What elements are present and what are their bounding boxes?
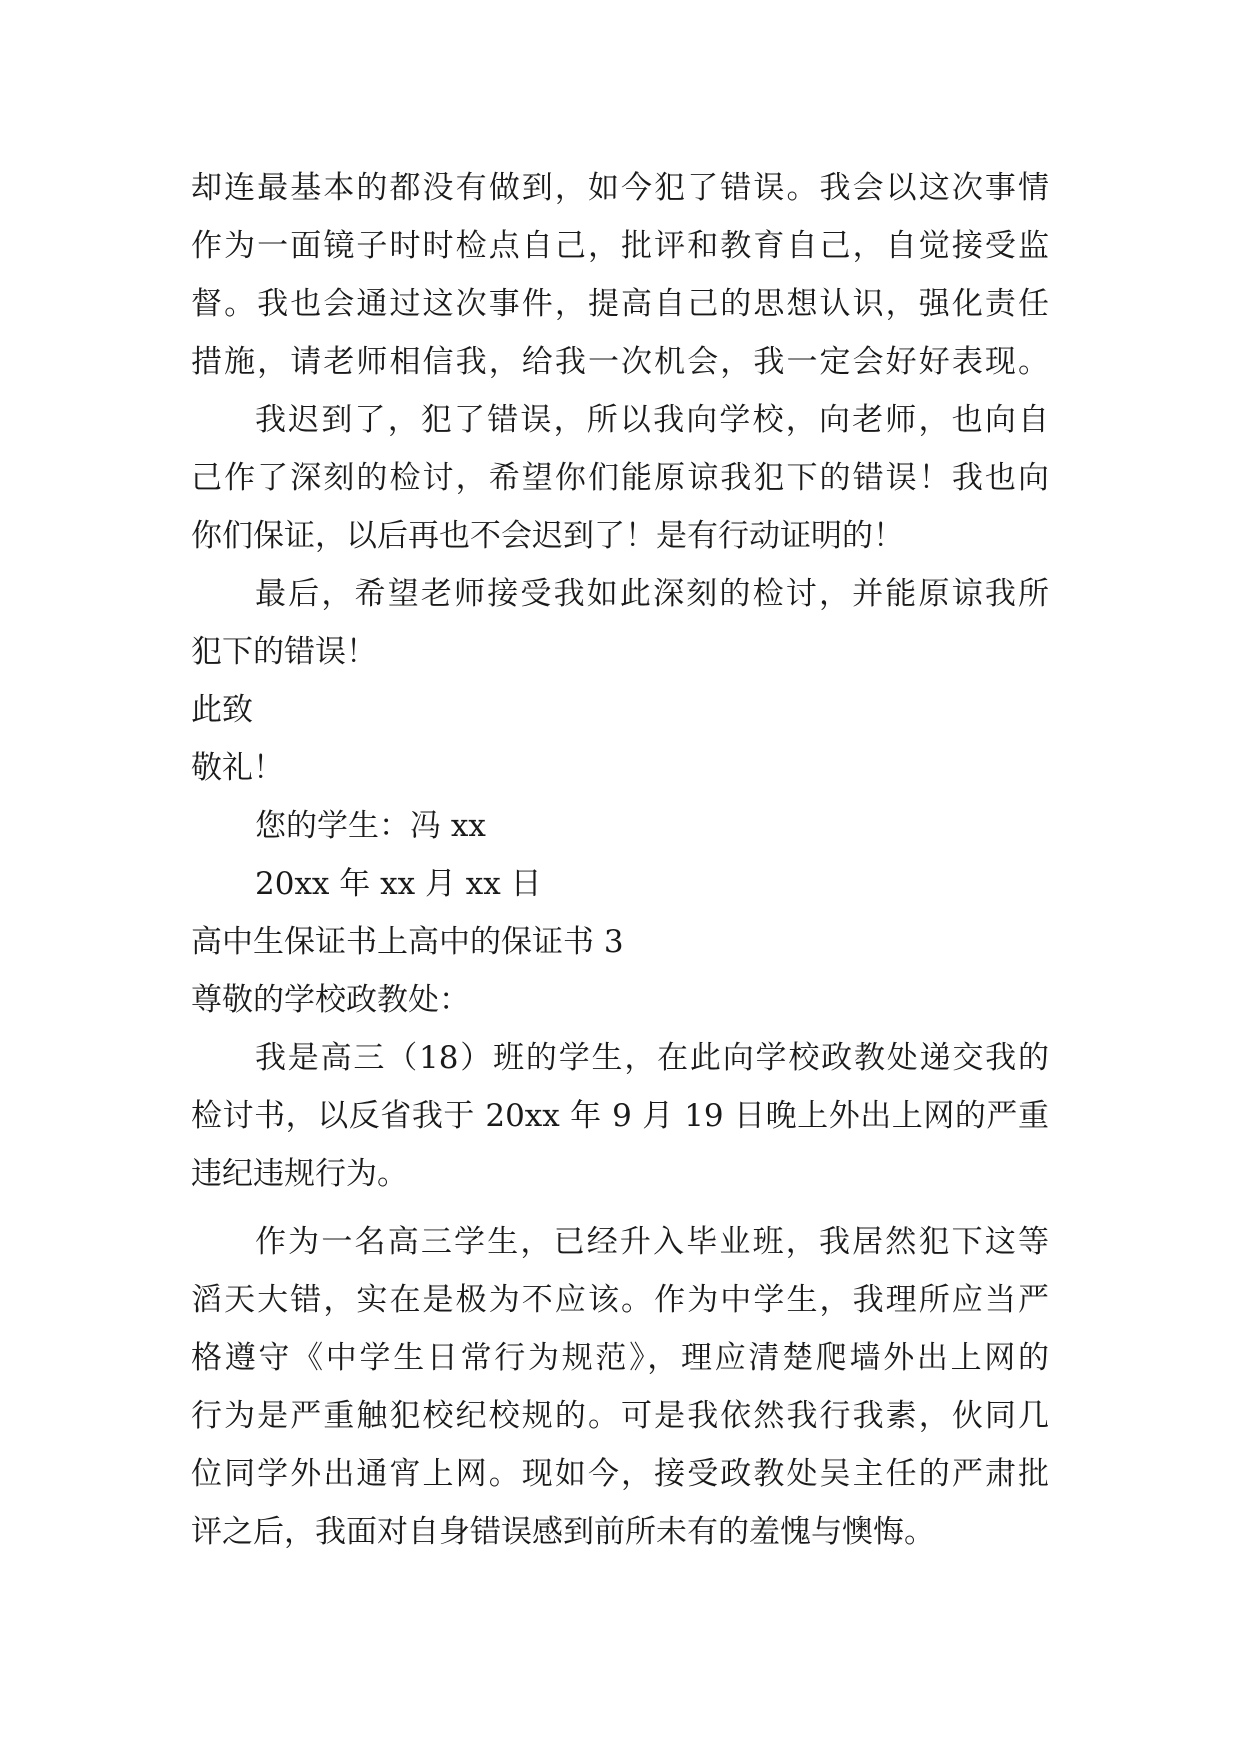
date: 20xx 年 xx 月 xx 日 [255, 866, 542, 902]
paragraph-line: 作为一名高三学生，已经升入毕业班，我居然犯下这等 [255, 1224, 1049, 1260]
paragraph-line: 最后，希望老师接受我如此深刻的检讨，并能原谅我所 [255, 576, 1049, 612]
paragraph-line: 我迟到了，犯了错误，所以我向学校，向老师，也向自 [255, 402, 1049, 438]
paragraph-line: 犯下的错误！ [191, 634, 377, 670]
paragraph-line: 督。我也会通过这次事件，提高自己的思想认识，强化责任 [191, 286, 1049, 322]
paragraph-line: 格遵守《中学生日常行为规范》，理应清楚爬墙外出上网的 [191, 1340, 1049, 1376]
paragraph-line: 措施，请老师相信我，给我一次机会，我一定会好好表现。 [191, 344, 1049, 380]
paragraph-line: 滔天大错，实在是极为不应该。作为中学生，我理所应当严 [191, 1282, 1049, 1318]
paragraph-line: 己作了深刻的检讨，希望你们能原谅我犯下的错误！我也向 [191, 460, 1049, 496]
closing-line: 敬礼！ [191, 750, 284, 786]
closing-line: 此致 [191, 692, 253, 728]
paragraph-line: 你们保证，以后再也不会迟到了！是有行动证明的！ [191, 518, 904, 554]
paragraph-line: 作为一面镜子时时检点自己，批评和教育自己，自觉接受监 [191, 228, 1049, 264]
paragraph-line: 我是高三（18）班的学生，在此向学校政教处递交我的 [255, 1040, 1049, 1076]
paragraph-line: 检讨书，以反省我于 20xx 年 9 月 19 日晚上外出上网的严重 [191, 1098, 1049, 1134]
paragraph-line: 位同学外出通宵上网。现如今，接受政教处吴主任的严肃批 [191, 1456, 1049, 1492]
paragraph-line: 却连最基本的都没有做到，如今犯了错误。我会以这次事情 [191, 170, 1049, 206]
signature: 您的学生：冯 xx [255, 808, 486, 844]
salutation: 尊敬的学校政教处： [191, 982, 470, 1018]
paragraph-line: 评之后，我面对自身错误感到前所未有的羞愧与懊悔。 [191, 1514, 935, 1550]
paragraph-line: 行为是严重触犯校纪校规的。可是我依然我行我素，伙同几 [191, 1398, 1049, 1434]
paragraph-line: 违纪违规行为。 [191, 1156, 408, 1192]
section-title: 高中生保证书上高中的保证书 3 [191, 924, 624, 960]
